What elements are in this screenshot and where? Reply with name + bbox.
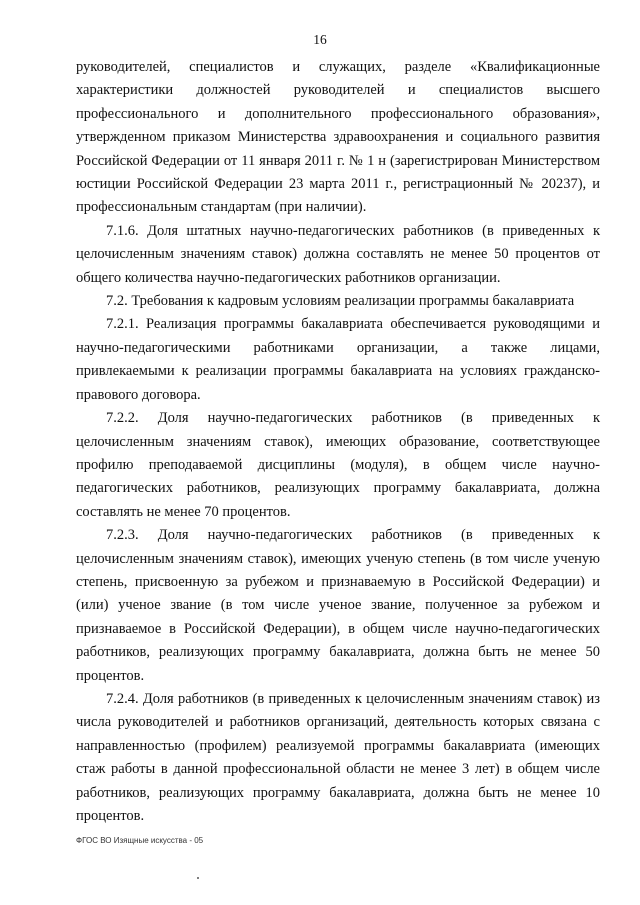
paragraph-7-2-3: 7.2.3. Доля научно-педагогических работников (в приведенных к целочисленным значениям ставок), имеющих ученую степень (в том числе ученую степень, присвоенную за рубежом и признаваемую в Российской Федерации) и (или) ученое звание (в том числе ученое звание, полученное за рубежом и признаваемое в Российской Федерации), в общем числе научно-педагогических работников, реализующих программу бакалавриата, должна быть не менее 50 процентов. — [76, 527, 600, 684]
paragraph-7-2-1: 7.2.1. Реализация программы бакалавриата обеспечивается руководящими и научно-педагогическими работниками организации, а также лицами, привлекаемыми к реализации программы бакалавриата на условиях гражданско-правового договора. — [76, 316, 600, 403]
page-number: 16 — [313, 32, 327, 47]
paragraph-continuation: руководителей, специалистов и служащих, разделе «Квалификационные характеристики должностей руководителей и специалистов высшего профессионального и дополнительного профессионального образования», утвержденном приказом Министерства здравоохранения и социального развития Российской Федерации от 11 января 2011 г. № 1 н (зарегистрирован Министерством юстиции Российской Федерации 23 марта 2011 г., регистрационный № 20237), и профессиональным стандартам (при наличии). — [76, 59, 600, 216]
section-heading-7-2: 7.2. Требования к кадровым условиям реализации программы бакалавриата — [106, 293, 575, 310]
paragraph-7-2-2: 7.2.2. Доля научно-педагогических работников (в приведенных к целочисленным значениям ставок), имеющих образование, соответствующее профилю преподаваемой дисциплины (модуля), в общем числе научно-педагогических работников, реализующих программу бакалавриата, должна составлять не менее 70 процентов. — [76, 410, 600, 520]
scan-speck — [197, 877, 199, 879]
footer-note: ФГОС ВО Изящные искусства - 05 — [76, 836, 204, 845]
paragraph-7-2-4: 7.2.4. Доля работников (в приведенных к целочисленным значениям ставок) из числа руководителей и работников организаций, деятельность которых связана с направленностью (профилем) реализуемой программы бакалавриата (имеющих стаж работы в данной профессиональной области не менее 3 лет) в общем числе работников, реализующих программу бакалавриата, должна быть не менее 10 процентов. — [76, 690, 600, 824]
document-body — [76, 56, 600, 828]
paragraph-7-1-6: 7.1.6. Доля штатных научно-педагогических работников (в приведенных к целочисленным значениям ставок) должна составлять не менее 50 процентов от общего количества научно-педагогических работников организации. — [76, 222, 600, 286]
